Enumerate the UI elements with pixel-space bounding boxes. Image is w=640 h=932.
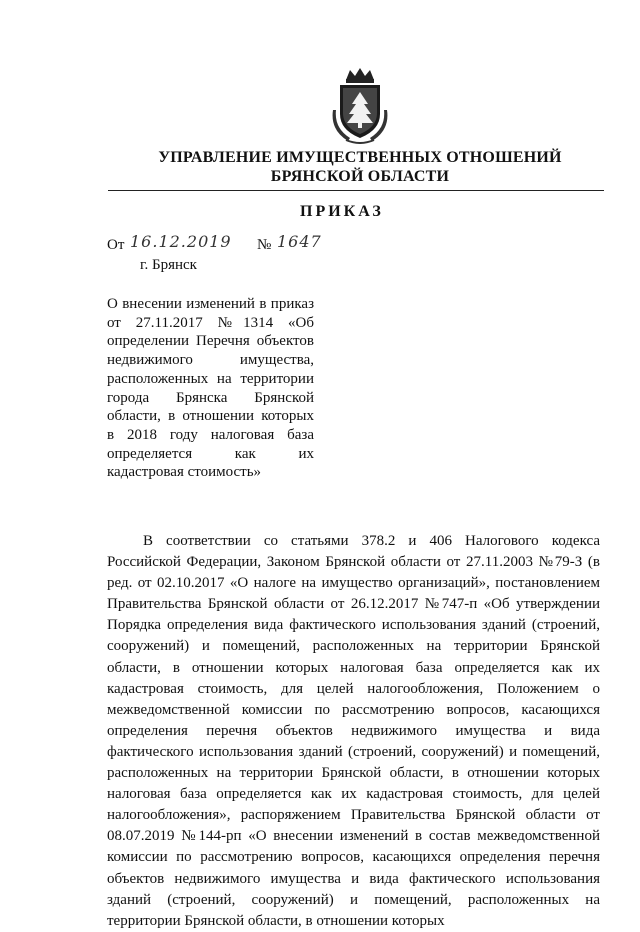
coat-of-arms-icon <box>328 66 392 144</box>
header-divider <box>108 190 604 191</box>
date-handwritten: 16.12.2019 <box>130 232 232 251</box>
document-type: ПРИКАЗ <box>300 203 384 220</box>
date-label: От <box>107 237 125 253</box>
organization-name: УПРАВЛЕНИЕ ИМУЩЕСТВЕННЫХ ОТНОШЕНИЙ <box>158 149 562 166</box>
order-subject: О внесении изменений в приказ от 27.11.2017 №1314 «Об определении Перечня объектов недвижимого имущества, расположенных на территории города Брянска Брянской области, в отношении которых в 2018 году налоговая база определяется как их кадастровая стоимость» <box>107 296 314 481</box>
number-handwritten: 1647 <box>277 232 322 251</box>
organization-region: БРЯНСКОЙ ОБЛАСТИ <box>270 168 450 185</box>
city: г. Брянск <box>140 257 197 273</box>
body-paragraph: В соответствии со статьями 378.2 и 406 Налогового кодекса Российской Федерации, Законом Брянской области от 27.11.2003 №79-З (в ред. от 02.10.2017 «О налоге на имущество организаций», постановлением Правительства Брянской области от 26.12.2017 №747-п «Об утверждении Порядка определения вида фактического использования зданий (строений, сооружений) и помещений, расположенных на территории Брянской области, в отношении которых налоговая база определяется как их кадастровая стоимость, для целей налогообложения, Положением о межведомственной комиссии по рассмотрению вопросов, касающихся определения перечня объектов недвижимого имущества и вида фактического использования зданий (строений, сооружений) и помещений, расположенных на территории Брянской области, в отношении которых налоговая база определяется как их кадастровая стоимость, для целей налогообложения», распоряжением Правительства Брянской области от 08.07.2019 №144-рп «О внесении изменений в состав межведомственной комиссии по рассмотрению вопросов, касающихся определения перечня объектов недвижимого имущества и вида фактического использования зданий (строений, сооружений) и помещений, расположенных на территории Брянской области, в отношении которых <box>107 533 600 929</box>
number-label: № <box>257 237 272 253</box>
